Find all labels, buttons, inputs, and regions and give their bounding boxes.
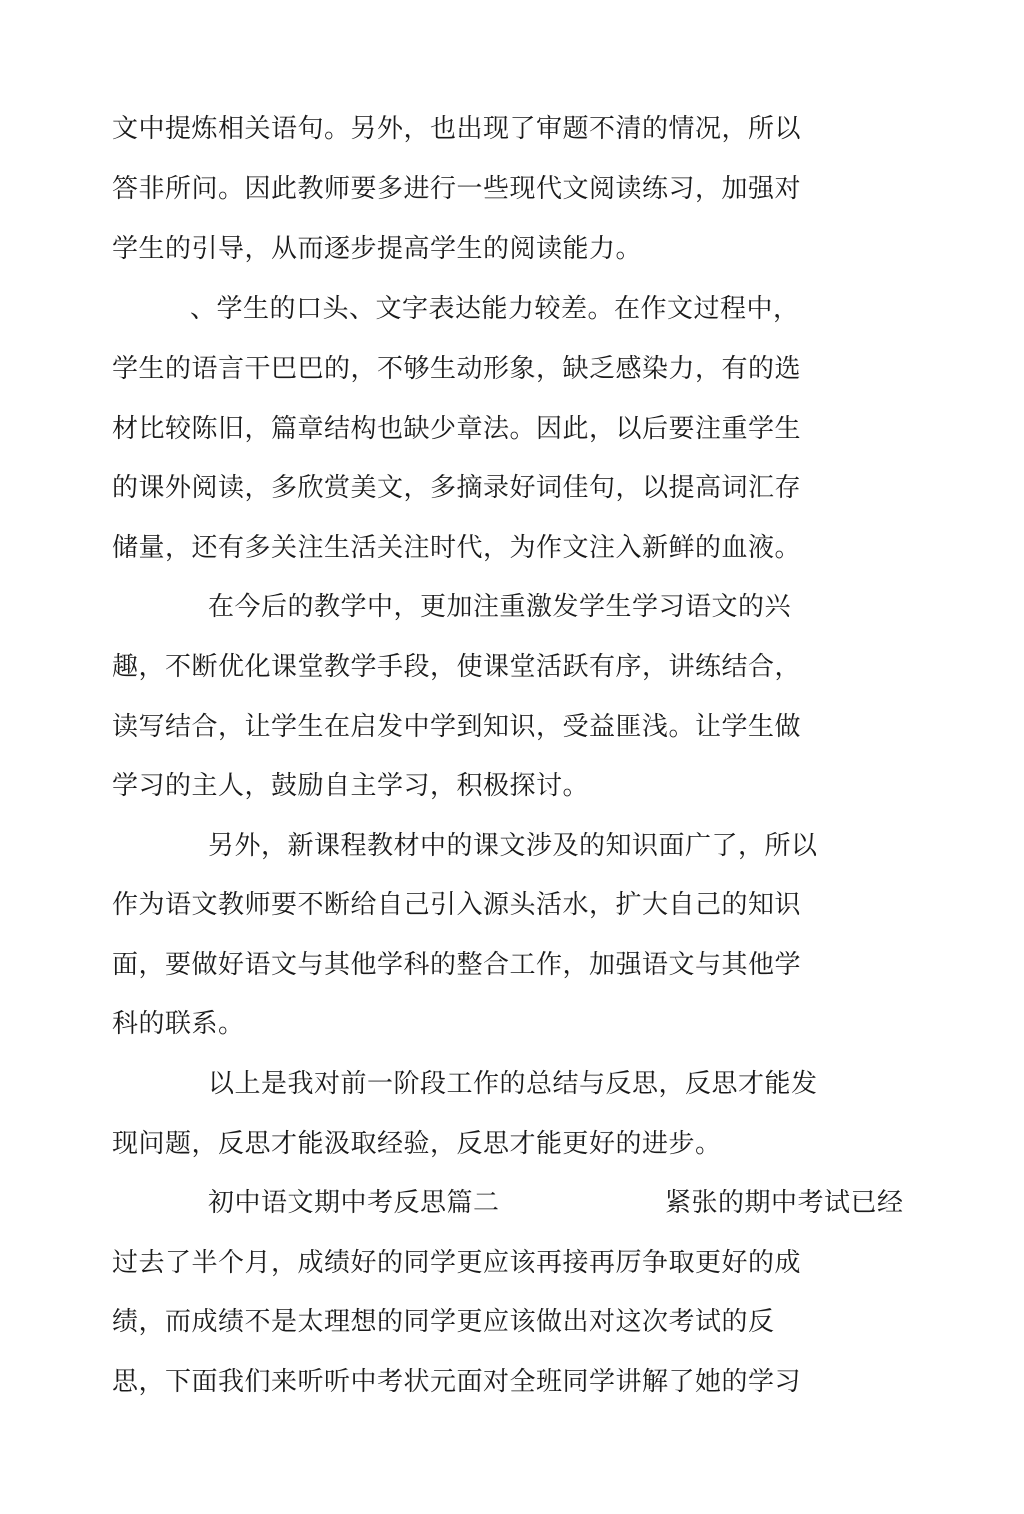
text-line: 思，下面我们来听听中考状元面对全班同学讲解了她的学习 (112, 1367, 802, 1397)
paragraph-start: 、学生的口头、文字表达能力较差。在作文过程中， (190, 294, 800, 324)
section-heading: 初中语文期中考反思篇二 (208, 1188, 500, 1218)
text-line: 面，要做好语文与其他学科的整合工作，加强语文与其他学 (112, 950, 802, 980)
paragraph-start: 另外，新课程教材中的课文涉及的知识面广了，所以 (208, 831, 818, 861)
text-line: 学生的语言干巴巴的，不够生动形象，缺乏感染力，有的选 (112, 354, 802, 384)
text-line: 读写结合，让学生在启发中学到知识，受益匪浅。让学生做 (112, 712, 802, 742)
text-line: 趣，不断优化课堂教学手段，使课堂活跃有序，讲练结合， (112, 652, 802, 682)
text-line: 绩，而成绩不是太理想的同学更应该做出对这次考试的反 (112, 1307, 775, 1337)
text-line: 作为语文教师要不断给自己引入源头活水，扩大自己的知识 (112, 890, 802, 920)
paragraph-start: 以上是我对前一阶段工作的总结与反思，反思才能发 (208, 1069, 818, 1099)
text-line: 材比较陈旧，篇章结构也缺少章法。因此，以后要注重学生 (112, 414, 802, 444)
text-line: 科的联系。 (112, 1009, 245, 1039)
paragraph-start: 在今后的教学中，更加注重激发学生学习语文的兴 (208, 592, 792, 622)
text-line: 学生的引导，从而逐步提高学生的阅读能力。 (112, 234, 643, 264)
text-line: 过去了半个月，成绩好的同学更应该再接再厉争取更好的成 (112, 1248, 802, 1278)
text-line: 答非所问。因此教师要多进行一些现代文阅读练习，加强对 (112, 174, 802, 204)
text-line: 现问题，反思才能汲取经验，反思才能更好的进步。 (112, 1129, 722, 1159)
text-line: 文中提炼相关语句。另外，也出现了审题不清的情况，所以 (112, 114, 802, 144)
text-line: 的课外阅读，多欣赏美文，多摘录好词佳句，以提高词汇存 (112, 473, 802, 503)
text-line: 紧张的期中考试已经 (665, 1188, 904, 1218)
text-line: 储量，还有多关注生活关注时代，为作文注入新鲜的血液。 (112, 533, 802, 563)
text-line: 学习的主人，鼓励自主学习，积极探讨。 (112, 771, 590, 801)
